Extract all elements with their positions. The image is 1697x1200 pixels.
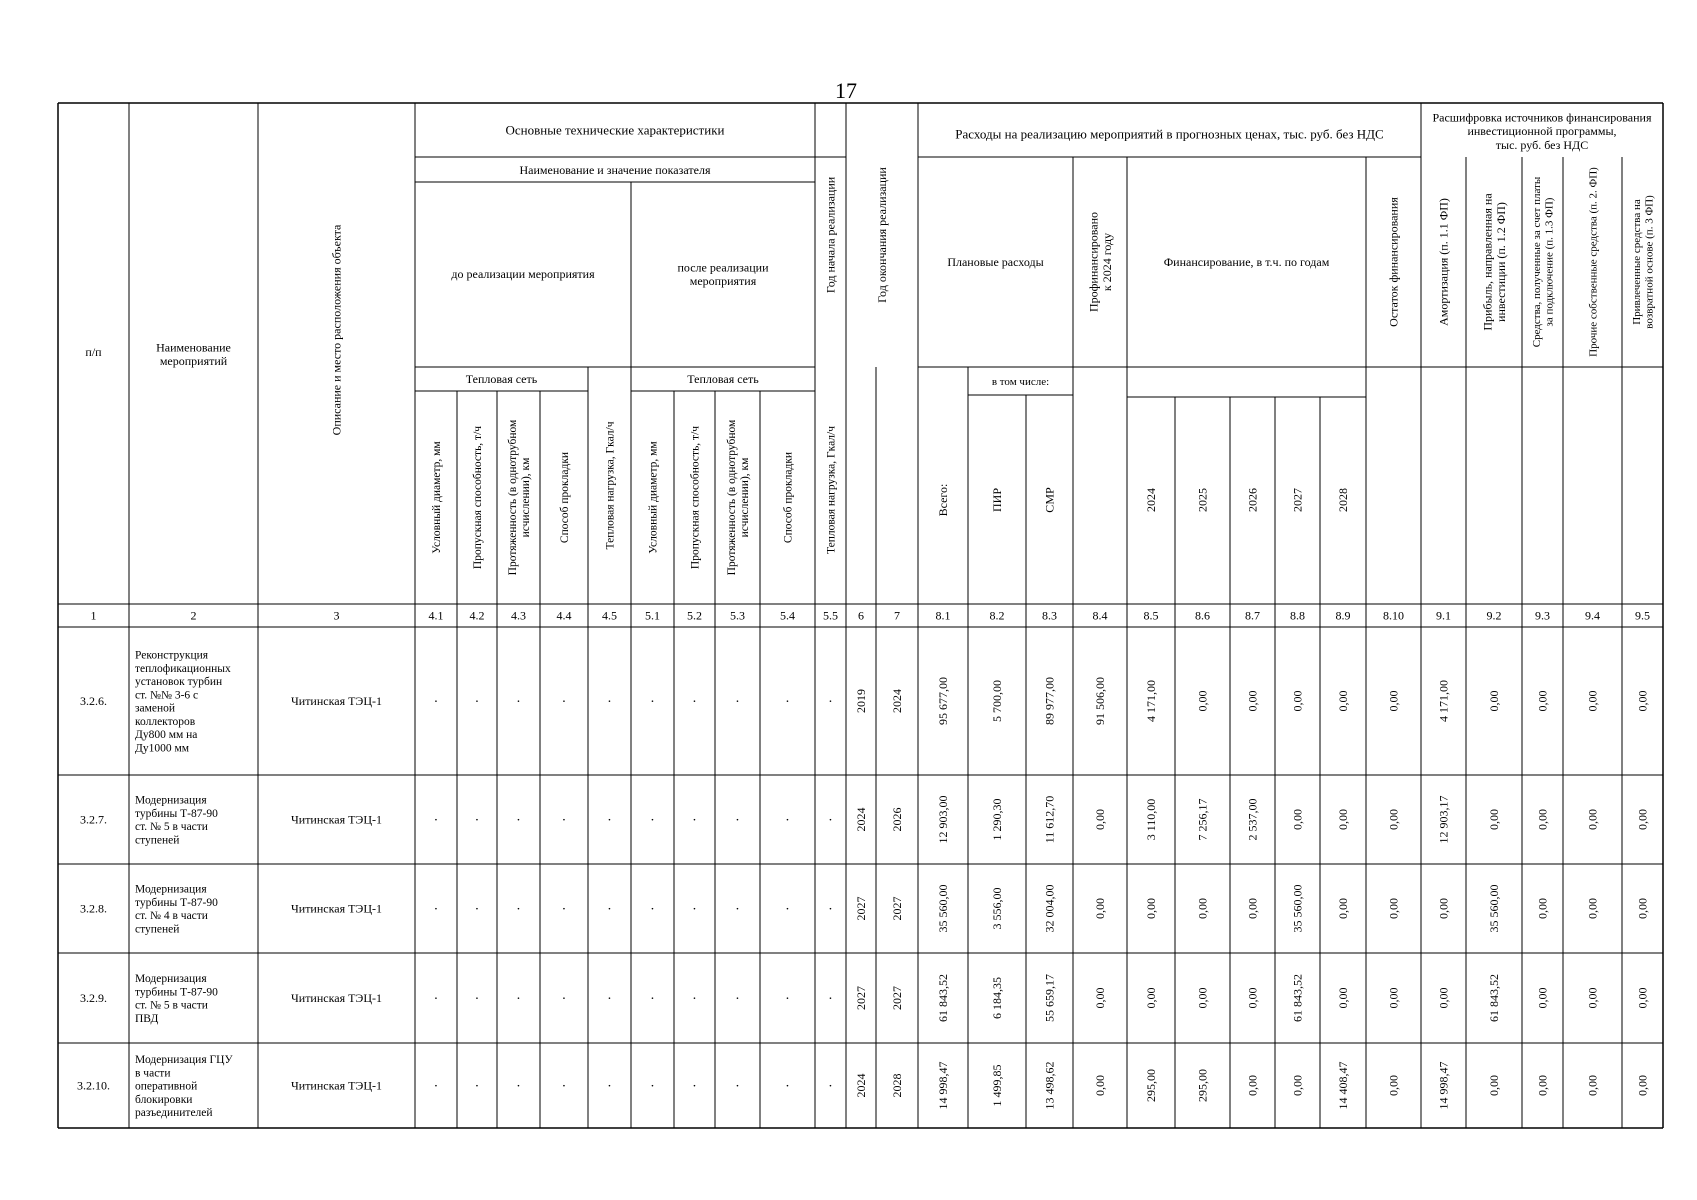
empty-mark: · [650, 1079, 655, 1095]
empty-mark: · [785, 991, 790, 1007]
row-value: 0,00 [1144, 987, 1159, 1009]
row-name: Модернизация турбины Т-87-90 ст. № 5 в части ПВД [135, 973, 218, 1025]
header-before: до реализации мероприятия [451, 267, 595, 282]
row-value: 0,00 [1535, 1075, 1550, 1096]
row-value: 0,00 [1195, 987, 1210, 1009]
empty-mark: · [516, 902, 521, 918]
row-place: Читинская ТЭЦ-1 [290, 1078, 383, 1093]
column-number: 8.5 [1143, 608, 1159, 623]
row-value: 3 556,00 [990, 887, 1005, 930]
row-place: Читинская ТЭЦ-1 [290, 991, 383, 1006]
column-number: 3 [333, 608, 340, 623]
empty-mark: · [785, 813, 790, 829]
column-number: 8.7 [1245, 608, 1260, 623]
empty-mark: · [692, 694, 697, 710]
empty-mark: · [650, 813, 655, 829]
row-value: 4 171,00 [1144, 680, 1159, 722]
empty-mark: · [561, 813, 567, 829]
header-tech-col: Протяженность (в однотрубномисчислении), км [725, 419, 752, 576]
header-description: Описание и место расположения объекта [329, 224, 344, 436]
column-number: 8.2 [989, 608, 1005, 623]
column-number: 8.4 [1092, 608, 1108, 623]
row-value: 0,00 [1635, 1075, 1650, 1096]
header-indicator: Наименование и значение показателя [519, 163, 711, 178]
row-value: 89 977,00 [1042, 677, 1057, 725]
row-value: 3 110,00 [1144, 798, 1159, 841]
row-value: 0,00 [1336, 690, 1351, 712]
row-value: 0,00 [1535, 987, 1550, 1009]
row-value: 0,00 [1635, 898, 1650, 919]
row-value: 0,00 [1386, 809, 1401, 830]
row-place: Читинская ТЭЦ-1 [290, 694, 383, 709]
row-value: 0,00 [1487, 690, 1502, 712]
header-tech-col: Способ прокладки [559, 451, 572, 544]
row-value: 0,00 [1336, 898, 1351, 919]
row-value: 0,00 [1386, 898, 1401, 919]
row-value: 0,00 [1585, 987, 1600, 1009]
row-value: 0,00 [1487, 809, 1502, 830]
column-number: 5.5 [823, 608, 838, 623]
row-value: 2 537,00 [1245, 798, 1260, 841]
column-number: 8.10 [1383, 608, 1404, 623]
row-value: 14 998,47 [936, 1061, 951, 1110]
row-value: 91 506,00 [1093, 677, 1108, 725]
header-profit: Прибыль, направленная наинвестиции (п. 1.2 ФП) [1480, 193, 1509, 331]
header-remaining: Остаток финансирования [1386, 197, 1401, 327]
row-value: 0,00 [1585, 690, 1600, 712]
row-name: Реконструкция теплофикационных установок турбин ст. №№ 3-6 с заменой коллекторов Ду800 мм на Ду1000 мм [135, 649, 231, 755]
row-value: 0,00 [1535, 690, 1550, 712]
header-tech-col: Тепловая нагрузка, Гкал/ч [604, 421, 617, 550]
column-number: 2 [190, 608, 197, 623]
column-number: 4.2 [469, 608, 485, 623]
row-value: 2026 [890, 807, 905, 832]
row-value: 61 843,52 [936, 974, 951, 1022]
row-value: 2028 [890, 1073, 905, 1098]
row-value: 35 560,00 [1290, 884, 1305, 933]
row-value: 0,00 [1386, 1075, 1401, 1096]
column-number: 8.6 [1195, 608, 1210, 623]
header-tech-col: Условный диаметр, мм [431, 441, 444, 554]
column-number: 7 [894, 608, 900, 623]
header-financing: Финансирование, в т.ч. по годам [1163, 255, 1330, 270]
row-value: 0,00 [1535, 898, 1550, 919]
header-tech-col: Протяженность (в однотрубномисчислении), км [506, 419, 533, 576]
row-value: 14 408,47 [1336, 1061, 1351, 1110]
empty-mark: · [433, 991, 439, 1007]
header-year: 2028 [1336, 488, 1351, 512]
empty-mark: · [650, 991, 655, 1007]
empty-mark: · [474, 1079, 480, 1095]
row-value: 0,00 [1535, 809, 1550, 830]
empty-mark: · [785, 1079, 790, 1095]
row-value: 0,00 [1436, 898, 1451, 919]
empty-mark: · [828, 694, 833, 710]
header-total: Всего: [936, 483, 951, 517]
row-value: 55 659,17 [1042, 974, 1057, 1022]
row-value: 5 700,00 [990, 680, 1005, 722]
empty-mark: · [650, 902, 655, 918]
empty-mark: · [474, 991, 480, 1007]
row-value: 0,00 [1290, 809, 1305, 830]
row-place: Читинская ТЭЦ-1 [290, 901, 383, 916]
empty-mark: · [735, 694, 740, 710]
empty-mark: · [561, 1079, 567, 1095]
row-value: 0,00 [1336, 809, 1351, 830]
column-number: 4.5 [602, 608, 617, 623]
row-value: 7 256,17 [1195, 798, 1210, 841]
row-value: 0,00 [1093, 898, 1108, 919]
empty-mark: · [692, 813, 697, 829]
empty-mark: · [828, 1079, 833, 1095]
row-value: 2024 [854, 807, 869, 832]
empty-mark: · [474, 813, 480, 829]
row-value: 35 560,00 [936, 884, 951, 933]
row-value: 2027 [854, 896, 869, 921]
empty-mark: · [607, 813, 612, 829]
empty-mark: · [561, 694, 567, 710]
row-value: 61 843,52 [1487, 974, 1502, 1022]
row-value: 2027 [890, 986, 905, 1010]
header-tech-col: Пропускная способность, т/ч [472, 425, 485, 570]
header-prefinanced: Профинансированок 2024 году [1086, 211, 1115, 313]
column-number: 5.1 [645, 608, 660, 623]
empty-mark: · [692, 1079, 697, 1095]
row-name: Модернизация турбины Т-87-90 ст. № 5 в части ступеней [135, 794, 218, 847]
header-fees: Средства, полученные за счет платыза подключение (п. 1.3 ФП) [1531, 176, 1556, 348]
row-value: 12 903,00 [936, 795, 951, 844]
empty-mark: · [650, 694, 655, 710]
header-tech: Основные технические характеристики [505, 122, 725, 138]
row-value: 2019 [854, 689, 869, 713]
row-value: 14 998,47 [1436, 1061, 1451, 1110]
row-value: 0,00 [1245, 987, 1260, 1009]
row-number: 3.2.7. [80, 812, 107, 827]
row-value: 0,00 [1585, 1075, 1600, 1096]
row-value: 32 004,00 [1042, 884, 1057, 933]
row-value: 2024 [854, 1073, 869, 1098]
column-number: 9.2 [1486, 608, 1502, 623]
header-year: 2026 [1245, 488, 1260, 512]
row-value: 295,00 [1195, 1069, 1210, 1102]
header-after: после реализации мероприятия [677, 260, 769, 289]
header-year: 2025 [1195, 488, 1210, 512]
empty-mark: · [561, 902, 567, 918]
page-number: 17 [835, 78, 857, 103]
row-value: 0,00 [1585, 898, 1600, 919]
empty-mark: · [607, 1079, 612, 1095]
row-number: 3.2.9. [80, 991, 107, 1006]
empty-mark: · [516, 813, 521, 829]
header-incl: в том числе: [991, 375, 1050, 388]
row-number: 3.2.8. [80, 901, 107, 916]
header-tech-col: Тепловая нагрузка, Гкал/ч [825, 426, 838, 554]
column-number: 5.3 [730, 608, 745, 623]
empty-mark: · [433, 813, 439, 829]
empty-mark: · [474, 694, 480, 710]
row-value: 0,00 [1245, 690, 1260, 712]
empty-mark: · [785, 694, 790, 710]
row-value: 0,00 [1093, 1075, 1108, 1096]
header-year: 2024 [1144, 488, 1159, 512]
row-value: 0,00 [1635, 987, 1650, 1009]
row-value: 0,00 [1386, 987, 1401, 1009]
empty-mark: · [607, 694, 612, 710]
column-number: 9.3 [1535, 608, 1550, 623]
header-tech-col: Условный диаметр, мм [647, 441, 660, 554]
header-pir: ПИР [990, 487, 1005, 513]
row-value: 1 499,85 [990, 1064, 1005, 1107]
row-value: 0,00 [1635, 690, 1650, 712]
column-number: 6 [858, 608, 864, 623]
empty-mark: · [607, 902, 612, 918]
row-value: 35 560,00 [1487, 884, 1502, 933]
row-value: 12 903,17 [1436, 795, 1451, 844]
empty-mark: · [433, 1079, 439, 1095]
empty-mark: · [735, 902, 740, 918]
row-value: 13 498,62 [1042, 1061, 1057, 1110]
row-number: 3.2.10. [77, 1078, 110, 1093]
column-number: 8.1 [935, 608, 951, 623]
row-value: 0,00 [1245, 898, 1260, 919]
header-year-start: Год начала реализации [823, 176, 838, 294]
column-number: 4.4 [556, 608, 572, 623]
empty-mark: · [692, 902, 697, 918]
column-number: 9.4 [1585, 608, 1600, 623]
empty-mark: · [433, 694, 439, 710]
header-own: Прочие собственные средства (п. 2. ФП) [1587, 167, 1600, 357]
row-value: 61 843,52 [1290, 974, 1305, 1022]
header-heat-net: Тепловая сеть [687, 372, 759, 387]
row-place: Читинская ТЭЦ-1 [290, 812, 383, 827]
row-value: 0,00 [1635, 809, 1650, 830]
header-tech-col: Пропускная способность, т/ч [689, 425, 702, 570]
row-value: 0,00 [1195, 690, 1210, 712]
empty-mark: · [607, 991, 612, 1007]
header-name: Наименование мероприятий [156, 340, 231, 369]
empty-mark: · [735, 991, 740, 1007]
header-borrowed: Привлеченные средства навозвратной основе (п. 3 ФП) [1631, 195, 1656, 329]
empty-mark: · [516, 694, 521, 710]
empty-mark: · [516, 1079, 521, 1095]
empty-mark: · [433, 902, 439, 918]
row-value: 0,00 [1436, 987, 1451, 1009]
column-number: 8.8 [1290, 608, 1305, 623]
empty-mark: · [828, 902, 833, 918]
header-heat-net: Тепловая сеть [465, 372, 538, 387]
header-smr: СМР [1042, 487, 1057, 513]
row-value: 2027 [854, 986, 869, 1010]
row-value: 0,00 [1290, 1075, 1305, 1096]
row-value: 4 171,00 [1436, 680, 1451, 722]
row-value: 0,00 [1093, 987, 1108, 1009]
empty-mark: · [735, 1079, 740, 1095]
column-number: 8.3 [1042, 608, 1057, 623]
row-name: Модернизация ГЦУ в части оперативной блокировки разъединителей [135, 1054, 233, 1119]
column-number: 4.1 [428, 608, 444, 623]
row-value: 11 612,70 [1042, 795, 1057, 844]
header-planned: Плановые расходы [947, 255, 1044, 270]
empty-mark: · [828, 813, 833, 829]
row-value: 0,00 [1290, 690, 1305, 712]
row-number: 3.2.6. [80, 694, 107, 709]
header-year: 2027 [1290, 488, 1305, 512]
row-value: 0,00 [1487, 1075, 1502, 1096]
row-value: 0,00 [1336, 987, 1351, 1009]
empty-mark: · [785, 902, 790, 918]
row-value: 0,00 [1585, 809, 1600, 830]
column-number: 8.9 [1335, 608, 1351, 623]
header-pp: п/п [85, 345, 102, 360]
empty-mark: · [516, 991, 521, 1007]
column-number: 1 [90, 608, 97, 623]
header-sources: Расшифровка источников финансирования инвестиционной программы, тыс. руб. без НДС [1432, 110, 1652, 152]
empty-mark: · [692, 991, 697, 1007]
row-value: 0,00 [1093, 809, 1108, 830]
row-value: 0,00 [1144, 898, 1159, 919]
header-year-end: Год окончания реализации [875, 167, 890, 303]
empty-mark: · [561, 991, 567, 1007]
row-value: 6 184,35 [990, 977, 1005, 1019]
row-value: 0,00 [1386, 690, 1401, 712]
row-name: Модернизация турбины Т-87-90 ст. № 4 в части ступеней [135, 883, 218, 936]
row-value: 2027 [890, 896, 905, 921]
header-expenses: Расходы на реализацию мероприятий в прогнозных ценах, тыс. руб. без НДС [955, 126, 1384, 142]
column-number: 9.1 [1436, 608, 1451, 623]
row-value: 95 677,00 [936, 677, 951, 725]
column-number: 5.4 [780, 608, 795, 623]
row-value: 0,00 [1195, 898, 1210, 919]
empty-mark: · [474, 902, 480, 918]
row-value: 295,00 [1144, 1069, 1159, 1102]
row-value: 2024 [890, 689, 905, 713]
column-number: 5.2 [687, 608, 702, 623]
row-value: 1 290,30 [990, 798, 1005, 841]
empty-mark: · [735, 813, 740, 829]
column-number: 9.5 [1635, 608, 1650, 623]
header-amort: Амортизация (п. 1.1 ФП) [1436, 198, 1451, 326]
row-value: 0,00 [1245, 1075, 1260, 1096]
column-number: 4.3 [511, 608, 526, 623]
empty-mark: · [828, 991, 833, 1007]
header-tech-col: Способ прокладки [782, 451, 795, 544]
